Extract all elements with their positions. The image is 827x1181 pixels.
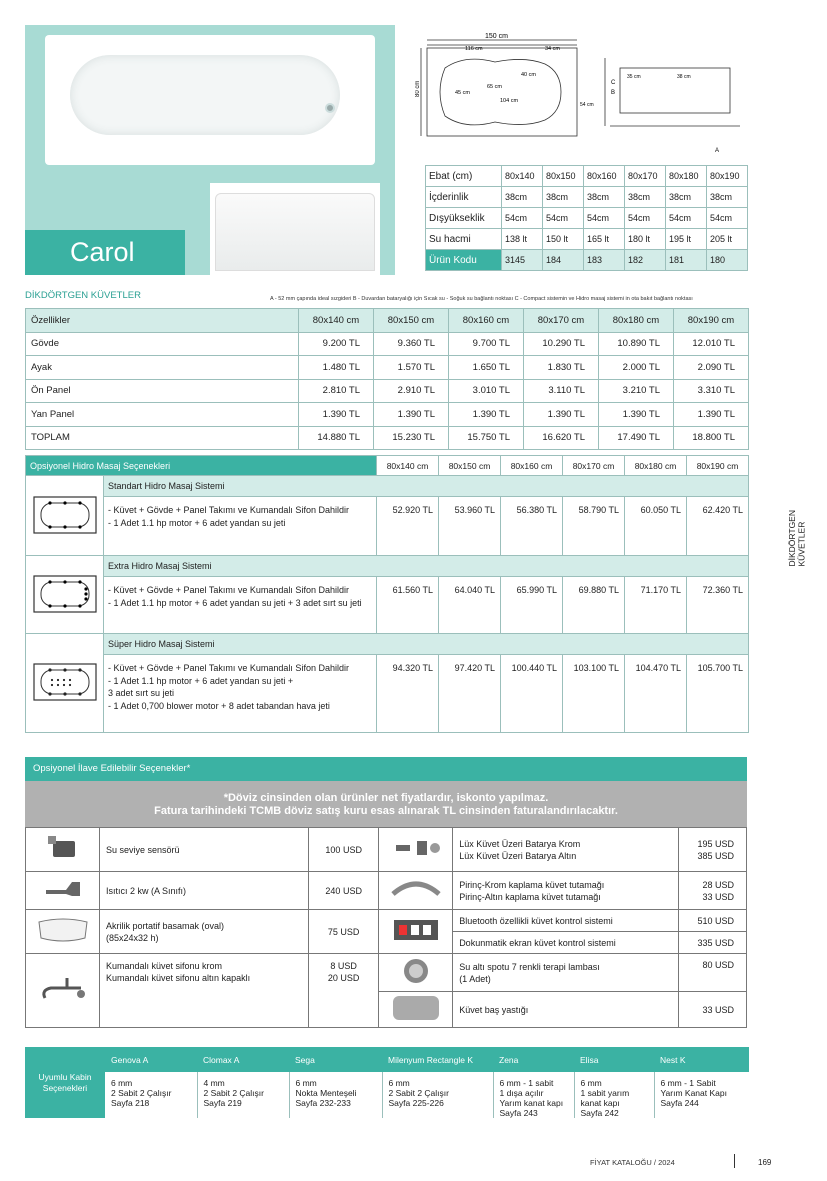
drawing-label-b: B [611, 90, 616, 96]
option-row: Su seviye sensörü 100 USD Lüx Küvet Üzeri Batarya Krom Lüx Küvet Üzeri Batarya Altın 195 USD 385 USD [26, 828, 747, 872]
dim-overall: 150 cm [485, 33, 508, 40]
section-title: DİKDÖRTGEN KÜVETLER [25, 290, 141, 301]
hydro-system-row: Standart Hidro Masaj Sistemi [26, 476, 749, 497]
page-number: 169 [758, 1158, 772, 1167]
technical-drawing [415, 28, 745, 156]
option-row: Küvet baş yastığı 33 USD [26, 992, 747, 1028]
dim-basin: 104 cm [500, 98, 519, 104]
drawing-top-outline [427, 48, 577, 136]
cabin-name: Milenyum Rectangle K [382, 1047, 493, 1072]
price-row-total: TOPLAM 14.880 TL 15.230 TL 15.750 TL 16.620 TL 17.490 TL 18.800 TL [26, 426, 749, 450]
dim-right: 34 cm [545, 46, 560, 52]
cabin-name: Sega [289, 1047, 382, 1072]
hydro-detail-row: - Küvet + Gövde + Panel Takımı ve Kumandalı Sifon Dahildir - 1 Adet 1.1 hp motor + 6 adet yandan su jeti + 3 adet sırt su jeti 61.560 TL 64.040 TL 65.990 TL 69.880 TL 71.170 TL 72.360 TL [26, 577, 749, 634]
hydro-table [25, 455, 749, 733]
option-row: Dokunmatik ekran küvet kontrol sistemi 335 USD [26, 932, 747, 954]
hydro-system-row: Süper Hidro Masaj Sistemi [26, 634, 749, 655]
hydro-header: Opsiyonel Hidro Masaj Seçenekleri 80x140 cm 80x150 cm 80x160 cm 80x170 cm 80x180 cm 80x190 cm [26, 456, 749, 476]
option-row: Kumandalı küvet sifonu krom Kumandalı küvet sifonu altın kapaklı 8 USD 20 USD Su altı spotu 7 renkli terapi lambası (1 Adet) 80 USD [26, 954, 747, 992]
heater-icon [26, 872, 100, 910]
option-row: Akrilik portatif basamak (oval) (85x24x32 h) 75 USD Bluetooth özellikli küvet kontrol sistemi 510 USD [26, 910, 747, 932]
bathtub-side-image [210, 183, 380, 275]
cabin-details: 6 mm 2 Sabit 2 Çalışır Sayfa 218 4 mm 2 Sabit 2 Çalışır Sayfa 219 6 mm Nokta Menteşeli Sayfa 232-233 6 mm 2 Sabit 2 Çalışır Sayfa 225-226 6 mm - 1 sabit 1 dışa açılır Yarım kanat kapı Sayfa 243 6 mm 1 sabit yarım kanat kapı Sayfa 242 6 mm - 1 Sabit Yarım Kanat Kapı Sayfa 244 [25, 1072, 749, 1118]
jet-icon [78, 525, 81, 528]
cabin-label: Uyumlu Kabin Seçenekleri [25, 1047, 105, 1118]
step-icon [26, 910, 100, 954]
hydro-detail-row: - Küvet + Gövde + Panel Takımı ve Kumandalı Sifon Dahildir - 1 Adet 1.1 hp motor + 6 adet yandan su jeti 52.920 TL 53.960 TL 56.380 TL 58.790 TL 60.050 TL 62.420 TL [26, 497, 749, 556]
price-header: Özellikler 80x140 cm 80x150 cm 80x160 cm 80x170 cm 80x180 cm 80x190 cm [26, 309, 749, 333]
options-title: Opsiyonel İlave Edilebilir Seçenekler* [25, 757, 747, 781]
drawing-legend: A - 52 mm çapında ideal sızgideri B - Duvardan bataryalığı için Sıcak su - Soğuk su bağlantı noktası C - Compact sistemin ve Hidro masaj sistemi in ota bakıt bağlantı noktası [270, 296, 693, 302]
jet-icon [63, 501, 66, 504]
dim-inner: 116 cm [465, 46, 483, 52]
jet-icon [48, 525, 51, 528]
currency-notice: *Döviz cinsinden olan ürünler net fiyatlardır, iskonto yapılmaz. Fatura tarihindeki TCMB döviz satış kuru esas alınarak TL cinsinden faturalandırılacaktır. [25, 781, 747, 827]
jet-icon [48, 501, 51, 504]
dim-h2: 38 cm [677, 74, 691, 80]
hydro-extra-image [26, 556, 104, 634]
dim-width: 80 cm [415, 80, 421, 97]
options-table [25, 827, 747, 1028]
cabin-name: Genova A [105, 1047, 197, 1072]
price-table [25, 308, 749, 450]
option-row: Isıtıcı 2 kw (A Sınıfı) 240 USD Pirinç-Krom kaplama küvet tutamağı Pirinç-Altın kaplama küvet tutamağı 28 USD 33 USD [26, 872, 747, 910]
drawing-label-a: A [715, 148, 720, 154]
spec-table [425, 165, 748, 271]
jet-icon [78, 501, 81, 504]
underwater-light-icon [379, 954, 453, 992]
price-row: Gövde 9.200 TL 9.360 TL 9.700 TL 10.290 TL 10.890 TL 12.010 TL [26, 332, 749, 356]
footer-divider [734, 1154, 735, 1168]
spec-row-code: Ürün Kodu 3145 184 183 182 181 180 [426, 250, 748, 271]
hydro-standard-image [26, 476, 104, 556]
dim-b: 45 cm [455, 90, 470, 96]
dim-a: 40 cm [521, 72, 536, 78]
hydro-system-row: Extra Hidro Masaj Sistemi [26, 556, 749, 577]
price-row: Yan Panel 1.390 TL 1.390 TL 1.390 TL 1.390 TL 1.390 TL 1.390 TL [26, 403, 749, 427]
spec-row: Su hacmi 138 lt 150 lt 165 lt 180 lt 195 lt 205 lt [426, 229, 748, 250]
cabin-name: Nest K [654, 1047, 749, 1072]
hydro-detail-row: - Küvet + Gövde + Panel Takımı ve Kumandalı Sifon Dahildir - 1 Adet 1.1 hp motor + 6 adet yandan su jeti + 3 adet sırt su jeti - 1 Adet 0,700 blower motor + 8 adet tabandan hava jeti 94.320 TL 97.420 TL 100.440 TL 103.100 TL 104.470 TL 105.700 TL [26, 655, 749, 733]
price-row: Ön Panel 2.810 TL 2.910 TL 3.010 TL 3.110 TL 3.210 TL 3.310 TL [26, 379, 749, 403]
cabin-name: Zena [493, 1047, 574, 1072]
dim-c: 65 cm [487, 84, 502, 90]
control-panel-icon [379, 910, 453, 954]
spec-row: Ebat (cm) 80x140 80x150 80x160 80x170 80x180 80x190 [426, 166, 748, 187]
dim-h1: 35 cm [627, 74, 641, 80]
drawing-label-c: C [611, 80, 616, 86]
faucet-icon [379, 828, 453, 872]
bathtub-top-image [45, 35, 375, 165]
drain-siphon-icon [26, 954, 100, 1028]
price-row: Ayak 1.480 TL 1.570 TL 1.650 TL 1.830 TL 2.000 TL 2.090 TL [26, 356, 749, 380]
jet-icon [63, 525, 66, 528]
spec-row: Dışyükseklik 54cm 54cm 54cm 54cm 54cm 54cm [426, 208, 748, 229]
handle-icon [379, 872, 453, 910]
product-title: Carol [25, 230, 185, 275]
side-label: DİKDÖRTGEN KÜVETLER [787, 510, 807, 567]
cabin-table [25, 1047, 749, 1118]
cabin-name: Clomax A [197, 1047, 289, 1072]
cabin-name: Elisa [574, 1047, 654, 1072]
headrest-icon [379, 992, 453, 1028]
cabin-header [25, 1047, 749, 1072]
hydro-super-image [26, 634, 104, 733]
dim-h3: 54 cm [580, 102, 594, 108]
footer-catalog: FİYAT KATALOĞU / 2024 [590, 1158, 675, 1167]
drain-icon [325, 103, 335, 113]
spec-row: İçderinlik 38cm 38cm 38cm 38cm 38cm 38cm [426, 187, 748, 208]
sensor-icon [26, 828, 100, 872]
